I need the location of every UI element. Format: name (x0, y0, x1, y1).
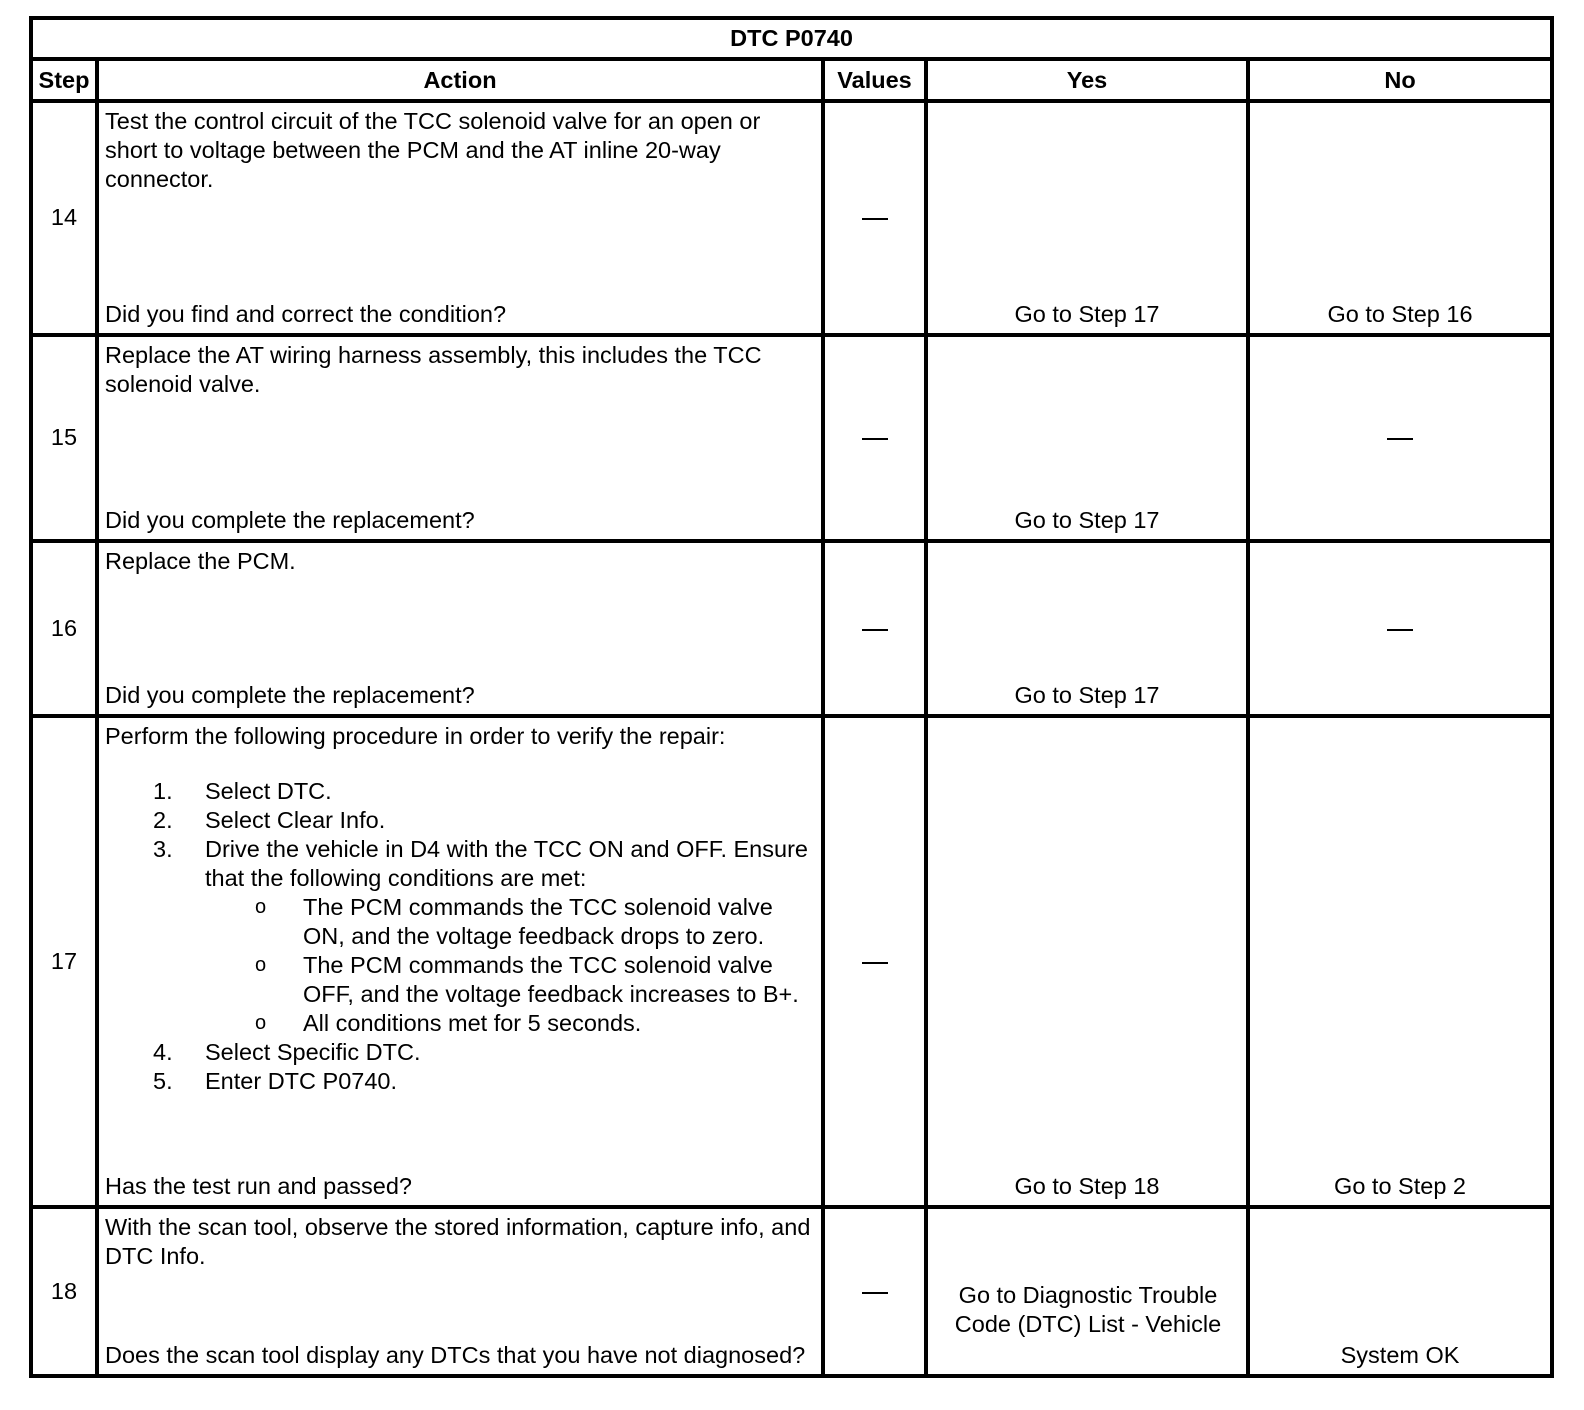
action-text: Perform the following procedure in order to verify the repair: (105, 723, 726, 750)
list-number: 3. (153, 836, 173, 863)
dash-icon (1387, 629, 1413, 631)
action-question: Did you find and correct the condition? (105, 300, 507, 327)
action-question: Did you complete the replacement? (105, 506, 475, 533)
dash-icon (862, 438, 888, 440)
list-item (105, 777, 815, 806)
list-text: Drive the vehicle in D4 with the TCC ON and OFF. Ensure that the following conditions are met: (205, 836, 808, 892)
diagnostic-table (29, 16, 1554, 1378)
diagnostic-table-container (29, 16, 1550, 1378)
no-cell (1248, 335, 1552, 541)
sub-list-item (205, 893, 815, 951)
bullet-icon: o (255, 1012, 267, 1035)
list-number: 5. (153, 1068, 173, 1095)
action-text: With the scan tool, observe the stored information, capture info, and DTC Info. (105, 1214, 811, 1270)
yes-link[interactable]: Go to Step 18 (1014, 1173, 1160, 1200)
conditions-list (205, 893, 815, 1038)
step-number: 14 (31, 101, 97, 335)
yes-cell (926, 101, 1248, 335)
list-text: Enter DTC P0740. (205, 1068, 398, 1095)
yes-cell (926, 541, 1248, 717)
table-row-step-14 (31, 101, 1552, 335)
bullet-icon: o (255, 954, 267, 977)
no-link: System OK (1340, 1342, 1460, 1368)
sub-list-item (205, 1009, 815, 1038)
list-text: Select Clear Info. (205, 807, 386, 834)
procedure-list (105, 777, 815, 1096)
step-number: 17 (31, 716, 97, 1207)
no-cell (1248, 716, 1552, 1207)
action-text: Replace the PCM. (105, 547, 296, 574)
table-row-step-18 (31, 1207, 1552, 1376)
action-text: Replace the AT wiring harness assembly, this includes the TCC solenoid valve. (105, 341, 762, 397)
values-cell (823, 1207, 926, 1376)
list-item (105, 1038, 815, 1067)
header-step: Step (31, 59, 97, 100)
action-question: Does the scan tool display any DTCs that you have not diagnosed? (105, 1342, 806, 1368)
yes-cell (926, 335, 1248, 541)
values-cell (823, 101, 926, 335)
step-number: 16 (31, 541, 97, 717)
action-cell (97, 541, 823, 717)
values-cell (823, 541, 926, 717)
yes-link[interactable]: Go to Step 17 (1014, 682, 1160, 709)
action-cell (97, 335, 823, 541)
sub-list-text: The PCM commands the TCC solenoid valve ON, and the voltage feedback drops to zero. (303, 894, 773, 950)
step-number: 18 (31, 1207, 97, 1376)
dash-icon (862, 962, 888, 964)
sub-list-text: The PCM commands the TCC solenoid valve OFF, and the voltage feedback increases to B+. (303, 952, 799, 1008)
yes-cell (926, 1207, 1248, 1376)
no-link[interactable]: Go to Step 2 (1334, 1173, 1466, 1200)
yes-link[interactable]: Go to Step 17 (1014, 506, 1160, 533)
list-item (105, 1067, 815, 1096)
action-cell (97, 1207, 823, 1376)
action-question: Did you complete the replacement? (105, 682, 475, 709)
step-number: 15 (31, 335, 97, 541)
bullet-icon: o (255, 896, 267, 919)
list-item (105, 806, 815, 835)
no-cell (1248, 101, 1552, 335)
no-link[interactable]: Go to Step 16 (1327, 300, 1473, 327)
no-cell (1248, 1207, 1552, 1376)
sub-list-text: All conditions met for 5 seconds. (303, 1010, 642, 1037)
table-row-step-17 (31, 716, 1552, 1207)
list-number: 4. (153, 1039, 173, 1066)
dash-icon (862, 629, 888, 631)
yes-link[interactable]: Go to Step 17 (1014, 300, 1160, 327)
header-values: Values (823, 59, 926, 100)
values-cell (823, 716, 926, 1207)
dash-icon (862, 218, 888, 220)
dash-icon (862, 1292, 888, 1294)
table-row-step-16 (31, 541, 1552, 717)
list-text: Select Specific DTC. (205, 1039, 421, 1066)
no-cell (1248, 541, 1552, 717)
action-text: Test the control circuit of the TCC solenoid valve for an open or short to voltage between the PCM and the AT inline 20-way connector. (105, 107, 761, 192)
header-no: No (1248, 59, 1552, 100)
table-title: DTC P0740 (31, 18, 1552, 59)
action-cell (97, 101, 823, 335)
action-question: Has the test run and passed? (105, 1173, 413, 1200)
yes-link[interactable]: Go to Diagnostic Trouble Code (DTC) List - Vehicle (954, 1282, 1222, 1338)
values-cell (823, 335, 926, 541)
list-number: 1. (153, 778, 173, 805)
sub-list-item (205, 951, 815, 1009)
action-cell (97, 716, 823, 1207)
list-item (105, 835, 815, 1038)
header-action: Action (97, 59, 823, 100)
header-yes: Yes (926, 59, 1248, 100)
table-row-step-15 (31, 335, 1552, 541)
list-text: Select DTC. (205, 778, 332, 805)
dash-icon (1387, 438, 1413, 440)
list-number: 2. (153, 807, 173, 834)
yes-cell (926, 716, 1248, 1207)
